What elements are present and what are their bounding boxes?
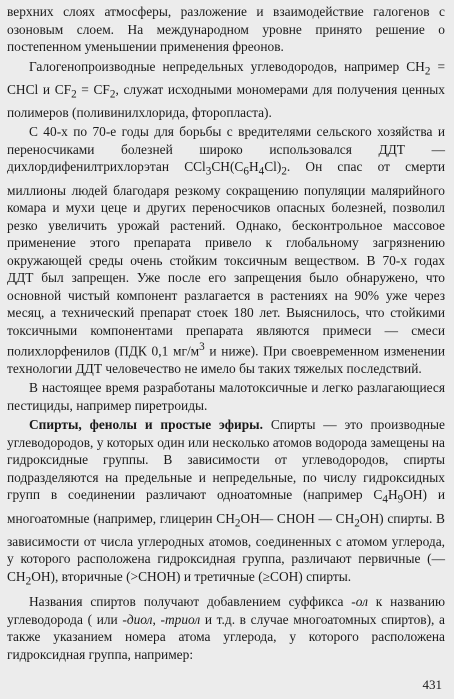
text-run: H xyxy=(387,487,398,503)
text-run: , xyxy=(152,611,161,627)
text-run: = CHCl и CF xyxy=(7,58,445,97)
italic-suffix-run: -ол xyxy=(351,594,368,609)
text-run: . Он спас от смерти миллионы людей благодаря резкому сокращению популяции малярийного комара и мухи цеце и других переносчиков опасных болезней, позволил резко увеличить урожай растений. Однако, бесконтрольное массовое применение этого препарата привело к глобальному загрязнению окружающей среды очень стойким токсичным веществом. В 70-х годах ДДТ был запрещен. Уже после его запрещения было обнаружено, что основной чистый компонент разлагается в растениях на 90% уже через месяц, а технический препарат стоек 180 лет. Выяснилось, что стойкими токсичными компонентами препарата являются примеси — смеси полихлорфенилов (ПДК 0,1 мг/м xyxy=(7,159,446,359)
text-run: OH) и многоатомные (например, глицерин CH xyxy=(7,487,445,526)
subscript-run: 2 xyxy=(354,517,360,530)
text-run: Cl) xyxy=(264,159,282,175)
text-run: верхних слоях атмосферы, разложение и взаимодействие галогенов с озоновым слоем. На международном уровне принято решение о постепенном уменьшении применения фреонов. xyxy=(7,4,445,54)
subscript-run: 2 xyxy=(424,65,431,78)
text-run: , служат исходными мономерами для получения ценных полимеров (поливинилхлорида, фторопласта). xyxy=(7,81,445,120)
paragraph-ozone-freons xyxy=(7,3,445,56)
text-run: = CF xyxy=(76,81,110,97)
text-run: Спирты — это производные углеводородов, у которых один или несколько атомов водорода замещены на гидроксидные группы. В зависимости от углеводородов, спирты подразделяются на предельные и непредельные, по числу гидроксидных групп в соединении различают одноатомные (например C xyxy=(7,417,445,503)
paragraph-modern-pesticides xyxy=(7,379,445,414)
subscript-run: 3 xyxy=(205,166,212,179)
text-run: и т.д. в случае многоатомных спиртов), а также указанием номера атома углерода, у которого расположена гидроксидная группа, например: xyxy=(7,611,445,662)
text-body xyxy=(7,3,445,663)
subscript-run: 6 xyxy=(243,166,249,179)
subscript-run: 9 xyxy=(397,494,404,507)
bold-heading-run: Спирты, фенолы и простые эфиры. xyxy=(29,417,263,433)
text-run: OH) спирты. В зависимости от числа углеродных атомов, соединенных с атомом углерода, у которого расположена гидроксидная группа, различают первичные (— CH xyxy=(7,510,445,584)
text-run: и ниже). При своевременном изменении технологии ДДТ человечество не имело бы таких тяжелых последствий. xyxy=(7,343,445,376)
text-run: H xyxy=(248,159,259,175)
text-run: OH— CHOH — CH xyxy=(240,510,355,526)
subscript-run: 4 xyxy=(258,166,265,179)
italic-suffix-run: -триол xyxy=(160,611,201,627)
text-run: Галогенопроизводные непредельных углеводородов, например CH xyxy=(29,58,425,74)
subscript-run: 2 xyxy=(71,88,77,101)
paragraph-alcohols-definition xyxy=(7,416,445,591)
text-run: CH(C xyxy=(211,159,244,175)
page-number: 431 xyxy=(422,677,442,692)
subscript-run: 2 xyxy=(281,166,287,179)
text-run: Названия спиртов получают добавлением суффикса xyxy=(29,594,352,609)
superscript-run: 3 xyxy=(199,341,205,354)
text-run: OH), вторичные (>CHOH) и третичные (≥COH) спирты. xyxy=(31,568,352,584)
text-run: к названию углеводорода ( или xyxy=(7,594,445,627)
paragraph-ddt-history xyxy=(7,123,445,377)
subscript-run: 2 xyxy=(234,517,241,530)
paragraph-halogen-monomers xyxy=(7,58,445,122)
text-run: С 40-х по 70-е годы для борьбы с вредителями сельского хозяйства и переносчиками болезней широко использовался ДДТ — дихлордифенилтрихлорэтан CCl xyxy=(7,124,445,175)
subscript-run: 2 xyxy=(25,575,32,588)
text-run: В настоящее время разработаны малотоксичные и легко разлагающиеся пестициды, например пиретроиды. xyxy=(7,380,445,413)
subscript-run: 4 xyxy=(382,494,388,507)
italic-suffix-run: -диол xyxy=(122,611,153,627)
paragraph-alcohol-naming xyxy=(7,593,445,663)
subscript-run: 2 xyxy=(109,88,116,101)
